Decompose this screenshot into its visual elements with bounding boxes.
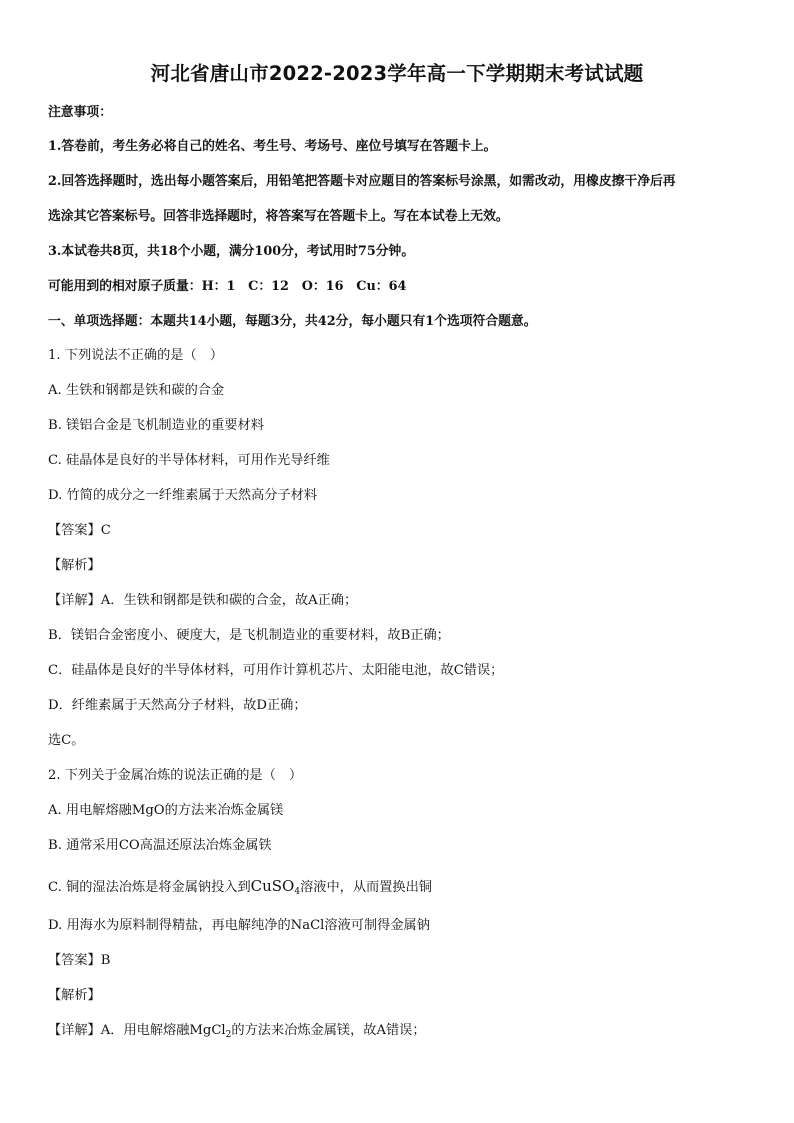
cuso4-formula: CuSO (250, 877, 295, 895)
q2-option-b: B. 通常采用CO高温还原法冶炼金属铁 (48, 838, 272, 853)
notice-item-2-cont: 选涂其它答案标号。回答非选择题时，将答案写在答题卡上。写在本试卷上无效。 (48, 209, 509, 224)
q1-option-d: D. 竹简的成分之一纤维素属于天然高分子材料 (48, 488, 318, 503)
q2-option-c-after: 溶液中，从而置换出铜 (300, 880, 432, 895)
q1-detail-b: B．镁铝合金密度小、硬度大，是飞机制造业的重要材料，故B正确； (48, 628, 450, 643)
notice-heading: 注意事项： (48, 105, 112, 120)
q2-detail-before: 【详解】A．用电解熔融MgCl (48, 1023, 226, 1038)
q1-stem: 1. 下列说法不正确的是（ ） (48, 348, 224, 363)
q1-detail-d: D．纤维素属于天然高分子材料，故D正确； (48, 698, 307, 713)
q1-detail-c: C．硅晶体是良好的半导体材料，可用作计算机芯片、太阳能电池，故C错误； (48, 663, 504, 678)
q2-option-c (48, 877, 432, 897)
q1-conclusion: 选C。 (48, 733, 85, 748)
page-title: 河北省唐山市2022-2023学年高一下学期期末考试试题 (150, 62, 644, 85)
mgcl2-subscript: 2 (225, 1030, 232, 1040)
cuso4-subscript: 4 (294, 887, 301, 897)
q2-analysis-label: 【解析】 (48, 988, 101, 1003)
q1-option-b: B. 镁铝合金是飞机制造业的重要材料 (48, 418, 264, 433)
atomic-mass-line: 可能用到的相对原子质量：H：1 C：12 O：16 Cu：64 (48, 279, 407, 294)
q2-option-a: A. 用电解熔融MgO的方法来冶炼金属镁 (48, 803, 284, 818)
notice-item-2: 2.回答选择题时，选出每小题答案后，用铅笔把答题卡对应题目的答案标号涂黑，如需改动，用橡皮擦干净后再 (48, 174, 676, 189)
notice-item-3: 3.本试卷共8页，共18个小题，满分100分，考试用时75分钟。 (48, 244, 415, 259)
q2-detail-a (48, 1022, 426, 1040)
q2-option-d: D. 用海水为原料制得精盐，再电解纯净的NaCl溶液可制得金属钠 (48, 918, 430, 933)
notice-item-1: 1.答卷前，考生务必将自己的姓名、考生号、考场号、座位号填写在答题卡上。 (48, 139, 497, 154)
section-heading: 一、单项选择题：本题共14小题，每题3分，共42分，每小题只有1个选项符合题意。 (48, 314, 537, 329)
q2-option-c-before: C. 铜的湿法冶炼是将金属钠投入到 (48, 880, 251, 895)
q1-answer: 【答案】C (48, 523, 111, 538)
q2-answer: 【答案】B (48, 953, 111, 968)
q2-stem: 2. 下列关于金属冶炼的说法正确的是（ ） (48, 768, 303, 783)
q1-option-c: C. 硅晶体是良好的半导体材料，可用作光导纤维 (48, 453, 330, 468)
q1-option-a: A. 生铁和钢都是铁和碳的合金 (48, 383, 225, 398)
q2-detail-after: 的方法来冶炼金属镁，故A错误； (231, 1023, 426, 1038)
q1-analysis-label: 【解析】 (48, 558, 101, 573)
q1-detail-a: 【详解】A．生铁和钢都是铁和碳的合金，故A正确； (48, 593, 358, 608)
